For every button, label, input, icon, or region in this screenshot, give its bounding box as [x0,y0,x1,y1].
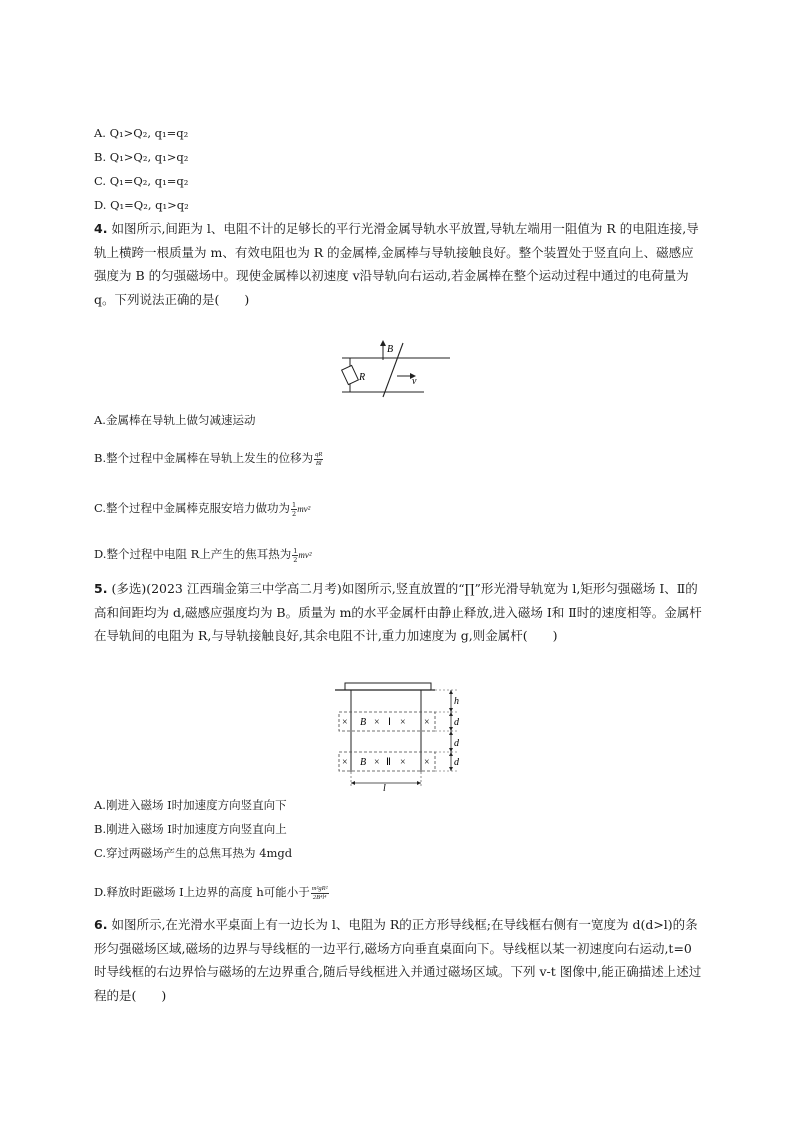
q5-option-a: A.刚进入磁场 Ⅰ时加速度方向竖直向下 [94,798,287,812]
q5-text: (多选)(2023 江西瑞金第三中学高二月考)如图所示,竖直放置的“∏”形光滑导轨宽为 l,矩形匀强磁场 Ⅰ、Ⅱ的高和间距均为 d,磁感应强度均为 B。质量为 m的水平金属杆由静止释放,进入磁场 Ⅰ和 Ⅱ时的速度相等。金属杆在导轨间的电阻为 R,与导轨接触良好,其余电阻不计,重力加速度为 g,则金属杆( ) [94,581,702,643]
q5-stem [94,577,702,648]
q4-option-d: D.整个过程中电阻 R上产生的焦耳热为 $\frac{1}{2}$ mv² [94,546,312,564]
svg-text:×: × [400,757,406,768]
fig5-label-d3: d [454,757,459,768]
fig4-label-r: R [359,372,366,383]
q6-number: 6. [94,917,108,932]
fig5-label-region-1: Ⅰ [388,717,391,728]
fig5-label-region-2: Ⅱ [386,757,391,768]
q5-option-d-text: D.释放时距磁场 Ⅰ上边界的高度 h可能小于 [94,885,310,899]
q4-option-b-text: B.整个过程中金属棒在导轨上发生的位移为 [94,451,314,465]
q4-figure [340,340,455,404]
q6-text: 如图所示,在光滑水平桌面上有一边长为 l、电阻为 R的正方形导线框;在导线框右侧有一宽度为 d(d>l)的条形匀强磁场区域,磁场的边界与导线框的一边平行,磁场方向垂直桌面向下。导线框以某一初速度向右运动,t=0 时导线框的右边界恰与磁场的左边界重合,随后导线框进入并通过磁场区域。下列 v-t 图像中,能正确描述上述过程的是( ) [94,917,702,1003]
q3-option-c: C. Q₁=Q₂, q₁=q₂ [94,174,189,188]
q4-number: 4. [94,221,108,236]
svg-text:×: × [424,717,430,728]
fig5-label-l: l [383,783,386,792]
fig5-label-d1: d [454,717,459,728]
svg-text:×: × [374,717,380,728]
q5-option-c: C.穿过两磁场产生的总焦耳热为 4mgd [94,846,293,860]
q4-text: 如图所示,间距为 l、电阻不计的足够长的平行光滑金属导轨水平放置,导轨左端用一阻值为 R 的电阻连接,导轨上横跨一根质量为 m、有效电阻也为 R 的金属棒,金属棒与导轨接触良好。整个装置处于竖直向上、磁感应强度为 B 的匀强磁场中。现使金属棒以初速度 v沿导轨向右运动,若金属棒在整个运动过程中通过的电荷量为 q。下列说法正确的是( ) [94,221,699,307]
fig4-label-v: v [412,376,417,387]
fig5-label-d2: d [454,738,459,749]
q4-option-c-text: C.整个过程中金属棒克服安培力做功为 [94,501,291,515]
q4-option-c-fraction: $\frac{1}{2}$ [292,500,297,518]
q4-option-b [94,450,323,468]
q5-figure [335,677,465,796]
svg-text:×: × [424,757,430,768]
resistor-symbol [342,365,359,384]
fig5-label-h: h [454,696,459,707]
q4-option-d-text: D.整个过程中电阻 R上产生的焦耳热为 [94,547,292,561]
svg-text:B: B [360,757,367,768]
q6-stem [94,913,702,1007]
q3-option-a: A. Q₁>Q₂, q₁=q₂ [94,126,189,140]
metal-bar [345,683,431,690]
svg-text:B: B [360,717,367,728]
q5-option-d [94,884,329,902]
q4-option-b-fraction: $\frac{qR}{Bl}$ [315,450,323,467]
q5-option-d-fraction: $\frac{\text{m²gR²}}{\text{2B⁴l⁴}}$ [311,884,328,901]
q4-option-c: C.整个过程中金属棒克服安培力做功为 $\frac{1}{2}$ mv² [94,500,311,518]
svg-text:×: × [342,717,348,728]
svg-text:×: × [374,757,380,768]
q4-option-a: A.金属棒在导轨上做匀减速运动 [94,413,256,427]
fig4-label-b: B [387,344,394,355]
q5-option-b: B.刚进入磁场 Ⅰ时加速度方向竖直向上 [94,822,287,836]
q5-number: 5. [94,581,108,596]
svg-text:×: × [342,757,348,768]
q3-option-d: D. Q₁=Q₂, q₁>q₂ [94,198,189,212]
svg-text:×: × [400,717,406,728]
q4-option-d-fraction: $\frac{1}{2}$ [293,546,298,564]
q4-stem [94,217,702,311]
q3-option-b: B. Q₁>Q₂, q₁>q₂ [94,150,189,164]
